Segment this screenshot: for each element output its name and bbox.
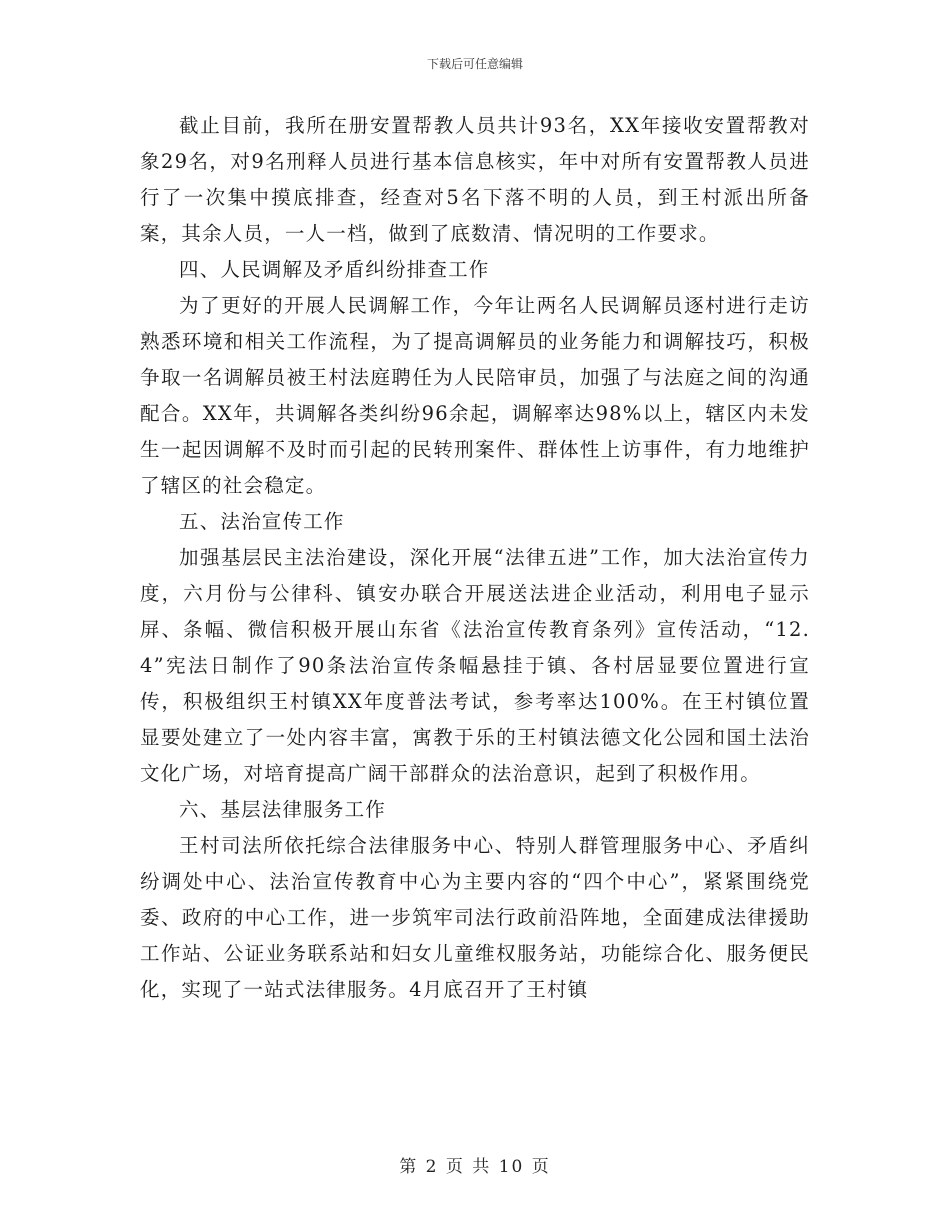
paragraph-legal-service: 王村司法所依托综合法律服务中心、特别人群管理服务中心、矛盾纠纷调处中心、法治宣传教育中心为主要内容的“四个中心”，紧紧围绕党委、政府的中心工作，进一步筑牢司法行政前沿阵地，全面建成法律援助工作站、公证业务联系站和妇女儿童维权服务站，功能综合化、服务便民化，实现了一站式法律服务。4月底召开了王村镇 xyxy=(140,834,810,1001)
section-heading-publicity: 五、法治宣传工作 xyxy=(179,510,345,533)
document-body xyxy=(140,108,810,1008)
paragraph-resettlement: 截止目前，我所在册安置帮教人员共计93名，XX年接收安置帮教对象29名，对9名刑释人员进行基本信息核实，年中对所有安置帮教人员进行了一次集中摸底排查，经查对5名下落不明的人员，到王村派出所备案，其余人员，一人一档，做到了底数清、情况明的工作要求。 xyxy=(140,114,810,245)
section-heading-mediation: 四、人民调解及矛盾纠纷排查工作 xyxy=(179,258,490,281)
paragraph-mediation: 为了更好的开展人民调解工作，今年让两名人民调解员逐村进行走访熟悉环境和相关工作流程，为了提高调解员的业务能力和调解技巧，积极争取一名调解员被王村法庭聘任为人民陪审员，加强了与法庭之间的沟通配合。XX年，共调解各类纠纷96余起，调解率达98%以上，辖区内未发生一起因调解不及时而引起的民转刑案件、群体性上访事件，有力地维护了辖区的社会稳定。 xyxy=(140,294,810,497)
section-heading-legal-service: 六、基层法律服务工作 xyxy=(179,798,387,821)
page-header-note: 下载后可任意编辑 xyxy=(426,57,523,71)
paragraph-publicity: 加强基层民主法治建设，深化开展“法律五进”工作，加大法治宣传力度，六月份与公律科、镇安办联合开展送法进企业活动，利用电子显示屏、条幅、微信积极开展山东省《法治宣传教育条列》宣传活动，“12.4”宪法日制作了90条法治宣传条幅悬挂于镇、各村居显要位置进行宣传，积极组织王村镇XX年度普法考试，参考率达100%。在王村镇位置显要处建立了一处内容丰富，寓教于乐的王村镇法德文化公园和国土法治文化广场，对培育提高广阔干部群众的法治意识，起到了积极作用。 xyxy=(140,546,810,785)
page-number-footer: 第 2 页 共 10 页 xyxy=(399,1157,551,1177)
